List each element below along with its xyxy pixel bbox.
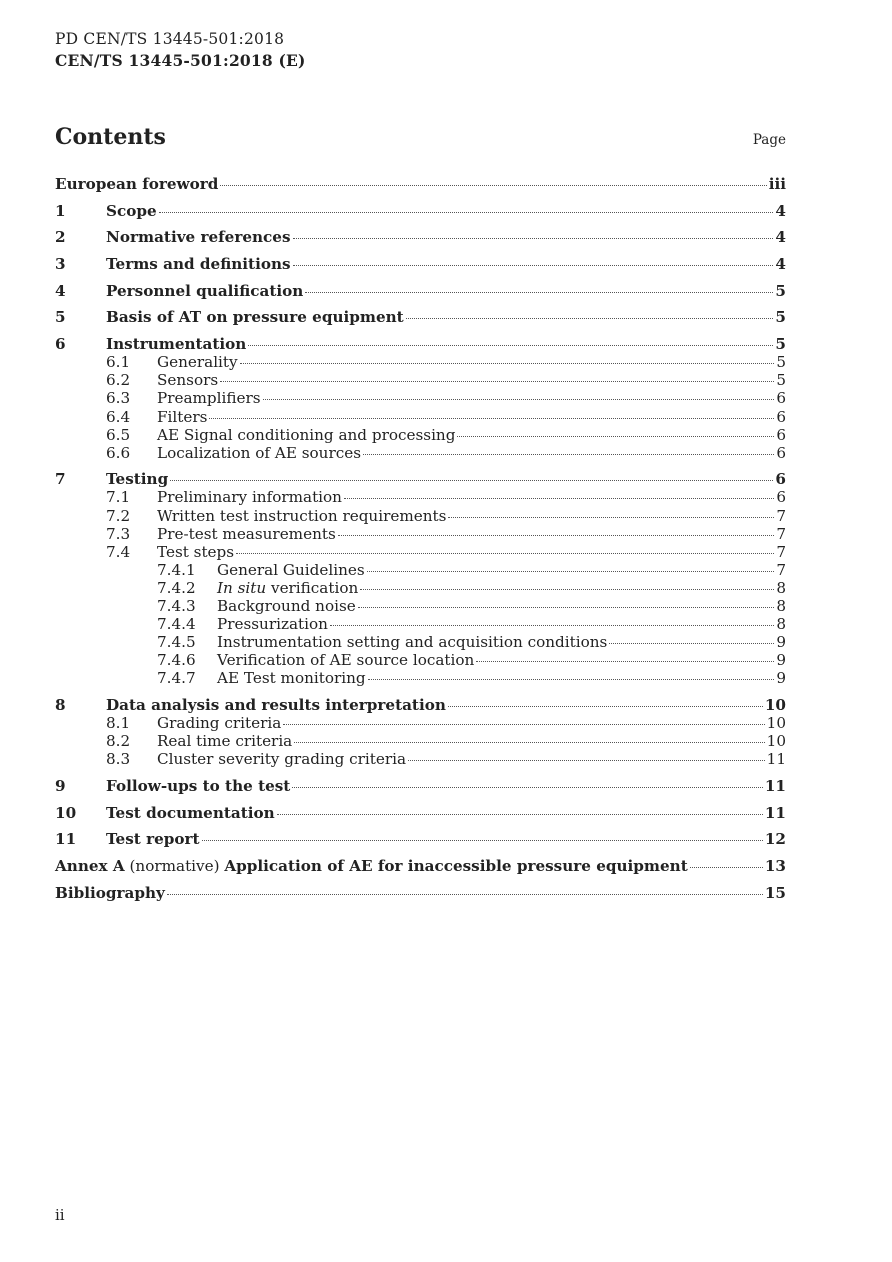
toc-entry-title: [157, 371, 218, 389]
dot-leader: [305, 292, 773, 293]
toc-entry-title-text: Follow-ups to the test: [106, 777, 291, 796]
toc-entry-title-text: Preamplifiers: [157, 389, 261, 408]
toc-entry-title: [217, 561, 365, 579]
toc-entry-page: 5: [775, 281, 786, 300]
toc-entry-page: 9: [776, 633, 786, 652]
toc-entry-number: 7.2: [106, 506, 131, 525]
header-document-id-english: CEN/TS 13445-501:2018 (E): [55, 51, 306, 70]
toc-entry-number: 8: [55, 696, 66, 715]
toc-entry-title: [157, 488, 342, 506]
toc-entry-title-text: Sensors: [157, 371, 219, 390]
toc-entry[interactable]: [55, 561, 786, 579]
dot-leader: [248, 345, 773, 346]
toc-entry-title: [217, 615, 328, 633]
toc-entry-page: 8: [776, 578, 786, 597]
toc-entry-title-text: Background noise: [217, 597, 356, 616]
dot-leader: [448, 517, 774, 518]
toc-entry-title-text: Application of AE for inaccessible pressure equipment: [224, 857, 688, 876]
dot-leader: [609, 643, 774, 644]
toc-entry[interactable]: [55, 371, 786, 389]
dot-leader: [344, 498, 774, 499]
toc-entry[interactable]: [55, 507, 786, 525]
dot-leader: [283, 724, 764, 725]
toc-entry[interactable]: [55, 597, 786, 615]
toc-entry-title: [157, 389, 261, 407]
toc-entry-number: 2: [55, 228, 66, 247]
toc-entry[interactable]: [55, 633, 786, 651]
toc-entry[interactable]: [55, 651, 786, 669]
toc-entry-page: 6: [776, 407, 786, 426]
toc-entry-title-text: Cluster severity grading criteria: [157, 750, 407, 769]
toc-entry-title-text: Testing: [106, 470, 169, 489]
toc-entry[interactable]: [55, 470, 786, 488]
toc-entry-page: 7: [776, 542, 786, 561]
toc-entry-title: [106, 282, 303, 300]
toc-entry-title-text: European foreword: [55, 175, 219, 193]
toc-entry-number: 7.4.6: [157, 651, 196, 670]
toc-entry-title-text: AE Test monitoring: [217, 669, 366, 688]
toc-entry-number: 6.4: [106, 407, 131, 426]
toc-entry[interactable]: [55, 444, 786, 462]
toc-entry-page: 10: [766, 732, 786, 751]
toc-entry-page: 7: [776, 560, 786, 579]
dot-leader: [220, 381, 774, 382]
toc-entry-title: [106, 804, 275, 822]
toc-entry-page: 11: [764, 803, 786, 822]
dot-leader: [240, 363, 775, 364]
toc-entry-title: [106, 696, 446, 714]
toc-entry-page: 4: [775, 255, 786, 274]
toc-entry-title: [106, 470, 168, 488]
dot-leader: [167, 894, 763, 895]
toc-entry-page: 9: [776, 669, 786, 688]
toc-entry[interactable]: [55, 732, 786, 750]
toc-entry-page: 9: [776, 651, 786, 670]
toc-entry-number: 7.4.1: [157, 560, 196, 579]
toc-entry-number: 1: [55, 201, 66, 220]
toc-entry[interactable]: [55, 714, 786, 732]
toc-entry-title-text: Real time criteria: [157, 732, 293, 751]
toc-entry-number: 8.3: [106, 750, 131, 769]
toc-entry-title-italic: In situ: [217, 578, 267, 597]
toc-entry-number: 3: [55, 255, 66, 274]
toc-entry-number: 7.4.2: [157, 578, 196, 597]
toc-entry-number: 7.4.7: [157, 669, 196, 688]
toc-entry-page: 10: [766, 714, 786, 733]
toc-entry-title-text: Normative references: [106, 228, 291, 247]
toc-entry[interactable]: [55, 353, 786, 371]
toc-entry-title: [217, 651, 474, 669]
toc-entry[interactable]: [55, 669, 786, 687]
toc-entry-page: iii: [768, 175, 786, 193]
toc-entry[interactable]: [55, 543, 786, 561]
toc-entry[interactable]: [55, 426, 786, 444]
toc-entry-title: [106, 202, 157, 220]
toc-entry-page: 11: [764, 777, 786, 796]
toc-entry-title-text: Personnel qualification: [106, 281, 304, 300]
toc-entry-page: 7: [776, 524, 786, 543]
toc-entry[interactable]: [55, 175, 786, 193]
toc-entry-page: 6: [776, 443, 786, 462]
toc-entry-number: 9: [55, 777, 66, 796]
toc-entry-number: 6.1: [106, 353, 131, 372]
toc-entry[interactable]: [55, 884, 786, 902]
toc-entry[interactable]: [55, 525, 786, 543]
toc-entry-title: [157, 525, 336, 543]
toc-entry-title: [157, 732, 292, 750]
dot-leader: [406, 318, 774, 319]
toc-entry[interactable]: [55, 777, 786, 795]
dot-leader: [448, 706, 763, 707]
toc-entry-title-text: Filters: [157, 407, 208, 426]
toc-entry-number: 6.5: [106, 425, 131, 444]
toc-entry-title: [106, 228, 291, 246]
dot-leader: [220, 185, 766, 186]
page-column-label: Page: [752, 132, 786, 148]
toc-entry-number: 6.2: [106, 371, 131, 390]
toc-entry-number: 7.4: [106, 542, 131, 561]
toc-entry-title-text: Instrumentation setting and acquisition conditions: [217, 633, 608, 652]
toc-entry-number: 10: [55, 803, 77, 822]
toc-entry-page: 5: [775, 308, 786, 327]
toc-entry-page: 6: [776, 488, 786, 507]
dot-leader: [209, 418, 774, 419]
toc-entry-title: [157, 507, 446, 525]
toc-entry-number: 7.1: [106, 488, 131, 507]
toc-entry-number: 5: [55, 308, 66, 327]
toc-entry-title: [157, 426, 455, 444]
dot-leader: [236, 553, 774, 554]
annex-type: (normative): [124, 857, 225, 876]
dot-leader: [367, 571, 775, 572]
toc-entry-title: [217, 669, 366, 687]
toc-entry-title: [157, 353, 238, 371]
toc-entry-page: 5: [776, 353, 786, 372]
toc-entry-page: 8: [776, 597, 786, 616]
dot-leader: [476, 661, 774, 662]
dot-leader: [690, 867, 763, 868]
toc-entry-title: [106, 777, 290, 795]
toc-entry-number: 6.3: [106, 389, 131, 408]
toc-entry-number: 7.4.3: [157, 597, 196, 616]
toc-entry-number: 4: [55, 281, 66, 300]
toc-entry[interactable]: [55, 857, 786, 875]
toc-entry[interactable]: [55, 696, 786, 714]
toc-entry-page: 7: [776, 506, 786, 525]
dot-leader: [263, 399, 775, 400]
dot-leader: [294, 742, 764, 743]
toc-entry[interactable]: [55, 750, 786, 768]
toc-entry-page: 8: [776, 615, 786, 634]
toc-entry-title: [106, 308, 404, 326]
toc-entry-title-text: General Guidelines: [217, 560, 365, 579]
dot-leader: [159, 212, 774, 213]
toc-entry-page: 15: [764, 883, 786, 902]
toc-entry-title-text: Test documentation: [106, 803, 275, 822]
toc-entry-title-text: Test report: [106, 830, 200, 849]
toc-entry-title-text: Grading criteria: [157, 714, 282, 733]
toc-entry[interactable]: [55, 255, 786, 273]
toc-entry-title-text: Instrumentation: [106, 335, 247, 354]
toc-entry-page: 5: [775, 335, 786, 354]
toc-entry-title-text: Bibliography: [55, 883, 165, 902]
toc-entry[interactable]: [55, 202, 786, 220]
toc-entry-number: 7.3: [106, 524, 131, 543]
toc-entry-title: [217, 633, 607, 651]
toc-entry-title-text: Generality: [157, 353, 238, 372]
toc-entry-number: 7.4.5: [157, 633, 196, 652]
toc-entry-title: [106, 255, 291, 273]
toc-entry-number: 6: [55, 335, 66, 354]
toc-entry[interactable]: [55, 228, 786, 246]
toc-entry-number: 6.6: [106, 443, 131, 462]
dot-leader: [360, 589, 774, 590]
dot-leader: [277, 814, 763, 815]
toc-entry[interactable]: [55, 389, 786, 407]
toc-entry-page: 5: [776, 371, 786, 390]
toc-entry-title-text: Basis of AT on pressure equipment: [106, 308, 404, 327]
toc-entry-number: 7.4.4: [157, 615, 196, 634]
dot-leader: [363, 454, 774, 455]
toc-entry-title-text: Pre-test measurements: [157, 524, 336, 543]
table-of-contents: [55, 172, 786, 902]
toc-entry[interactable]: [55, 579, 786, 597]
toc-entry-number: 11: [55, 830, 77, 849]
toc-entry-page: 4: [775, 228, 786, 247]
toc-entry-page: 6: [776, 389, 786, 408]
toc-entry[interactable]: [55, 804, 786, 822]
toc-entry-title-text: Test steps: [157, 542, 235, 561]
page-title: Contents: [55, 124, 166, 150]
toc-entry-title: [157, 444, 361, 462]
toc-entry-title: [55, 884, 165, 902]
toc-entry-page: 11: [766, 750, 786, 769]
toc-entry-page: 4: [775, 201, 786, 220]
toc-entry-title: [55, 175, 218, 193]
toc-entry-title-text: Scope: [106, 201, 157, 220]
toc-entry-title-text: Written test instruction requirements: [157, 506, 447, 525]
toc-entry-page: 13: [764, 857, 786, 876]
toc-entry[interactable]: [55, 488, 786, 506]
toc-entry-title: [217, 579, 358, 597]
annex-prefix: Annex A: [55, 857, 125, 876]
dot-leader: [368, 679, 775, 680]
dot-leader: [293, 265, 774, 266]
toc-entry-number: 8.2: [106, 732, 131, 751]
dot-leader: [408, 760, 765, 761]
dot-leader: [202, 840, 763, 841]
toc-entry-page: 6: [775, 470, 786, 489]
toc-entry[interactable]: [55, 408, 786, 426]
toc-entry-title-text: Preliminary information: [157, 488, 342, 507]
toc-entry[interactable]: [55, 282, 786, 300]
toc-entry-title-text: verification: [266, 578, 359, 597]
toc-entry-title: [157, 750, 406, 768]
header-document-id: PD CEN/TS 13445-501:2018: [55, 30, 285, 48]
toc-entry-title-text: Terms and definitions: [106, 255, 291, 274]
toc-entry-title: [157, 543, 234, 561]
toc-entry-page: 6: [776, 425, 786, 444]
toc-entry-page: 12: [764, 830, 786, 849]
toc-entry-title: [217, 597, 356, 615]
toc-entry-number: 7: [55, 470, 66, 489]
dot-leader: [338, 535, 775, 536]
dot-leader: [330, 625, 774, 626]
dot-leader: [292, 787, 763, 788]
dot-leader: [358, 607, 775, 608]
toc-entry-title-text: Localization of AE sources: [157, 443, 362, 462]
toc-entry[interactable]: [55, 308, 786, 326]
toc-entry-title-text: Data analysis and results interpretation: [106, 696, 446, 715]
toc-entry-number: 8.1: [106, 714, 131, 733]
toc-entry-title-text: AE Signal conditioning and processing: [157, 425, 456, 444]
toc-entry-page: 10: [764, 696, 786, 715]
dot-leader: [293, 238, 774, 239]
toc-entry-title-text: Pressurization: [217, 615, 328, 634]
toc-entry-title: [106, 830, 200, 848]
toc-entry-title: [106, 335, 246, 353]
dot-leader: [457, 436, 774, 437]
toc-entry-title-text: Verification of AE source location: [217, 651, 475, 670]
toc-entry[interactable]: [55, 335, 786, 353]
toc-entry-title: [157, 408, 207, 426]
toc-entry[interactable]: [55, 615, 786, 633]
toc-entry-title: [55, 857, 688, 875]
dot-leader: [170, 480, 773, 481]
toc-entry[interactable]: [55, 830, 786, 848]
page-number: ii: [55, 1206, 65, 1224]
toc-entry-title: [157, 714, 281, 732]
